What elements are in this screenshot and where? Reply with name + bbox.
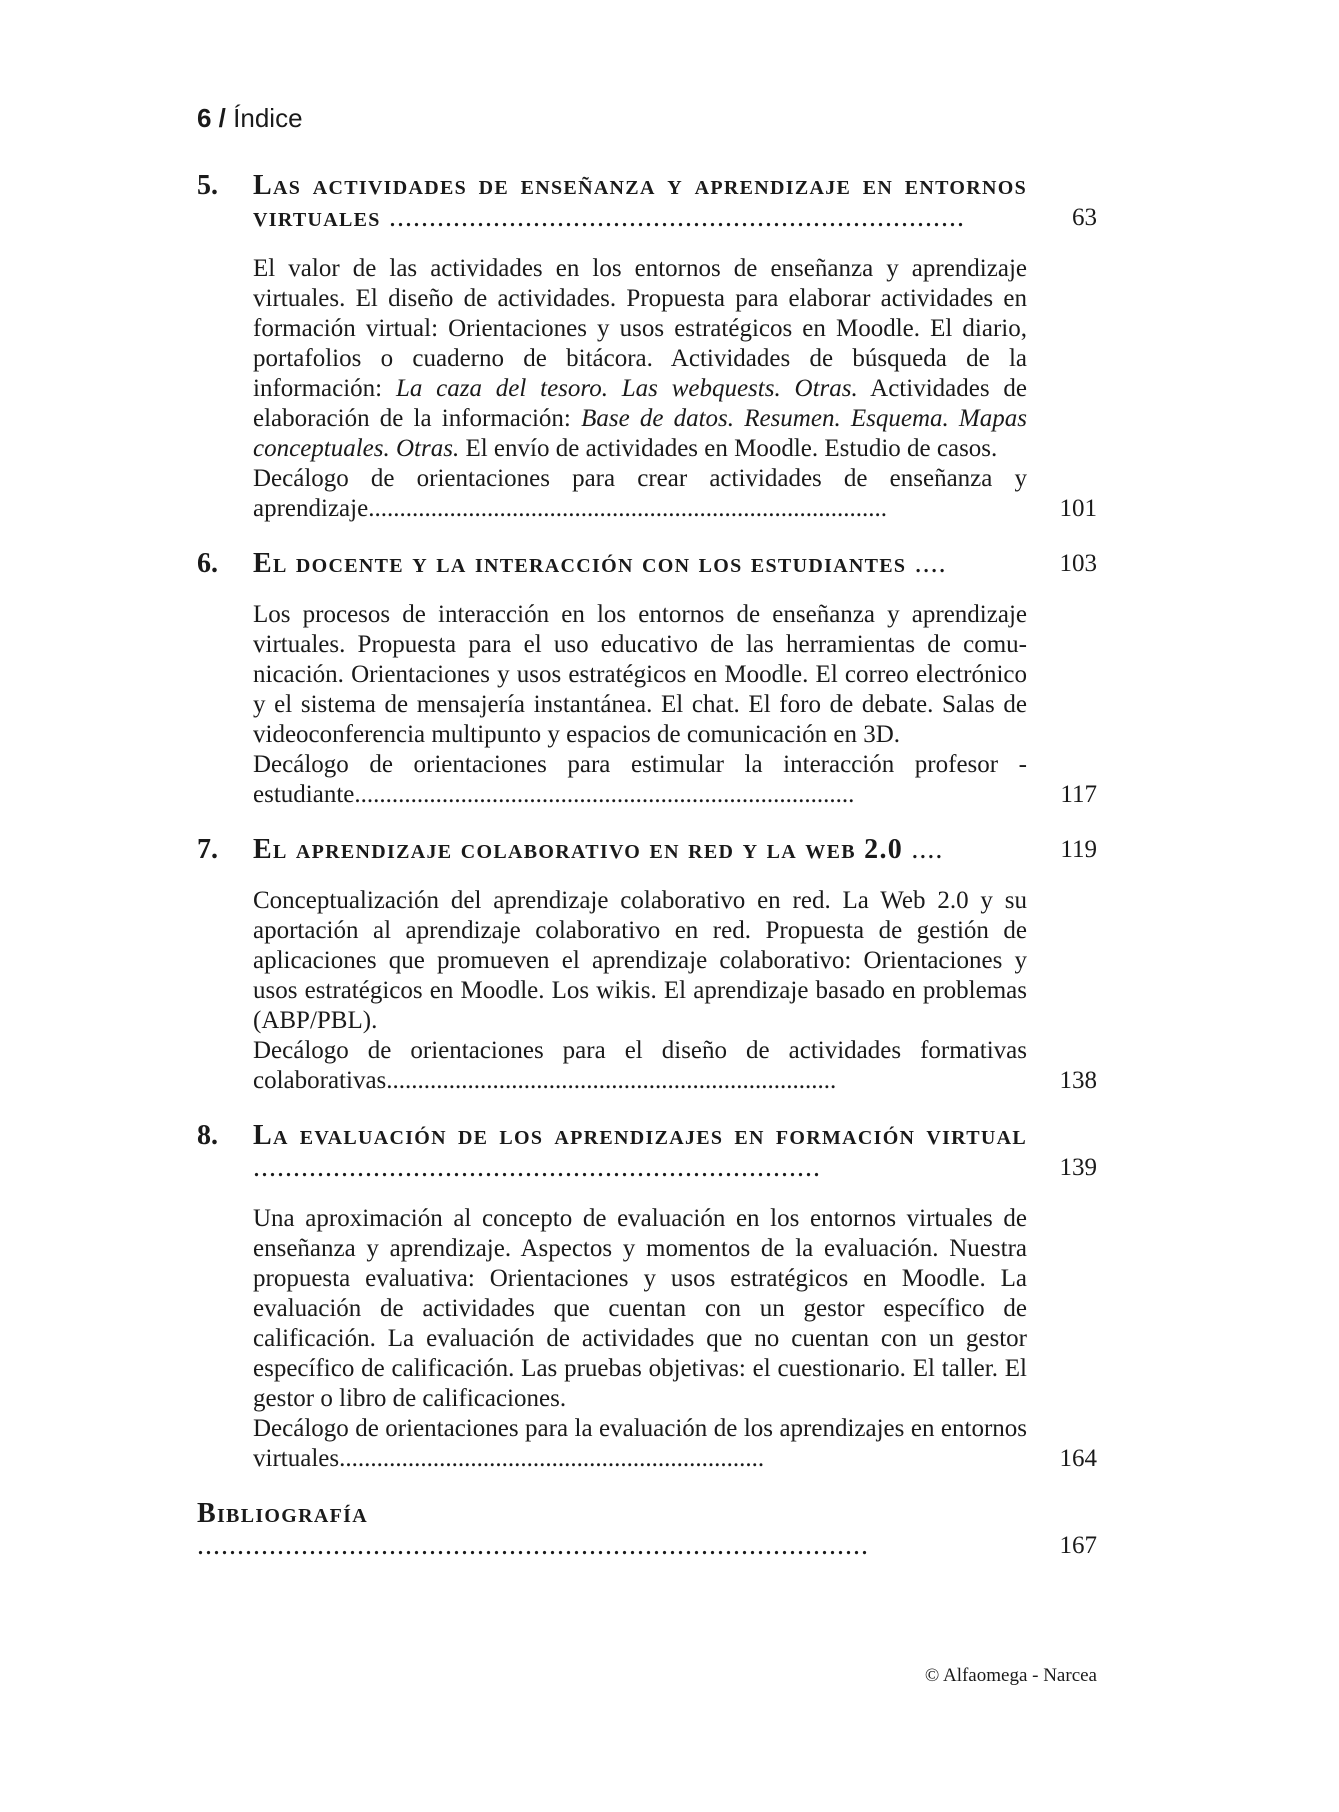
chapter-number: 8. [197, 1120, 218, 1151]
decalogue-entry[interactable]: Decálogo de orientaciones para la evaluación de los aprendizajes en entornos virtuales.................................................................... 164 [253, 1415, 1097, 1472]
decalogue-page: 117 [1060, 781, 1097, 808]
bibliography-page: 167 [1059, 1532, 1097, 1559]
chapter-summary: Una aproximación al concepto de evaluación en los entornos virtuales de enseñanza y aprendizaje. Aspectos y momentos de la evaluación. Nuestra propuesta evaluativa: Orientaciones y usos estratégicos en Moodle. La evaluación de actividades que cuentan con un gestor específico de calificación. La evaluación de actividades que no cuentan con un gestor específico de calificación. Las pruebas objetivas: el cuestionario. El taller. El gestor o libro de calificaciones. Decálogo de orientaciones para la evaluación de los aprendizajes en entornos virtuales.................................................................... 164 [253, 1205, 1097, 1472]
chapter-number: 5. [197, 170, 218, 201]
bibliography-title: Bibliografía [197, 1498, 368, 1529]
page-number: 6 / [197, 103, 226, 133]
decalogue-page: 164 [1059, 1445, 1097, 1472]
chapter-heading[interactable] [197, 170, 1097, 234]
chapter-summary: Los procesos de interacción en los entornos de enseñanza y aprendizaje virtuales. Propuesta para el uso educativo de las herramientas de comunicación. Orientaciones y usos estratégicos en Moodle. El correo electrónico y el sistema de mensajería instantánea. El chat. El foro de debate. Salas de videoconferencia multipunto y espacios de comunicación en 3D. Decálogo de orientaciones para estimular la interacción profesor - estudiante................................................................................ 117 [253, 601, 1097, 808]
decalogue-page: 101 [1059, 495, 1097, 522]
running-head [197, 103, 303, 134]
chapter-summary: El valor de las actividades en los entornos de enseñanza y aprendizaje virtuales. El diseño de actividades. Propuesta para elaborar actividades en formación virtual: Orientaciones y usos estratégicos en Moodle. El diario, portafolios o cuaderno de bitácora. Actividades de búsqueda de la información: La caza del tesoro. Las webquests. Otras. Actividades de elaboración de la información: Base de datos. Resumen. Esquema. Mapas conceptuales. Otras. El envío de actividades en Moodle. Estudio de casos. Decálogo de orientaciones para crear actividades de enseñanza y aprendizaje................................................................................... 101 [253, 255, 1097, 522]
chapter-number: 6. [197, 548, 218, 579]
chapter-title-text: La evaluación de los aprendizajes en formación virtual [253, 1120, 1027, 1151]
chapter-page: 119 [1060, 836, 1097, 863]
running-title: Índice [233, 103, 303, 133]
chapter-heading[interactable] [197, 834, 1097, 866]
chapter-title: La evaluación de los aprendizajes en formación virtual ....................................................................... 139 [253, 1120, 1097, 1183]
chapter-heading[interactable] [197, 1120, 1097, 1184]
decalogue-entry[interactable]: Decálogo de orientaciones para crear actividades de enseñanza y aprendizaje................................................................................... 101 [253, 465, 1097, 522]
chapter-title-text: El aprendizaje colaborativo en red y la web 2.0 [253, 834, 904, 865]
decalogue-text: Decálogo de orientaciones para crear actividades de enseñanza y aprendizaje. [253, 465, 1027, 522]
chapter-page: 139 [1059, 1154, 1097, 1181]
chapter-7 [197, 834, 1097, 1096]
decalogue-text: Decálogo de orientaciones para la evaluación de los aprendizajes en entornos virtuales. [253, 1415, 1027, 1472]
chapter-title: Las actividades de enseñanza y aprendizaje en entornos virtuales ........................................................................ 63 [253, 170, 1097, 233]
copyright-footer: © Alfaomega - Narcea [924, 1665, 1097, 1686]
chapter-page: 103 [1059, 550, 1097, 577]
bibliography-entry[interactable]: Bibliografía .................................................................................... 167 [197, 1498, 1097, 1561]
decalogue-entry[interactable]: Decálogo de orientaciones para el diseño de actividades formativas colaborativas........................................................................ 138 [253, 1037, 1097, 1094]
decalogue-text: Decálogo de orientaciones para estimular la interacción profesor - estudiante. [253, 751, 1027, 808]
chapter-summary: Conceptualización del aprendizaje colaborativo en red. La Web 2.0 y su aportación al aprendizaje colaborativo en red. Propuesta de gestión de aplicaciones que promueven el aprendizaje colaborativo: Orientaciones y usos estratégicos en Moodle. Los wikis. El aprendizaje basado en problemas (ABP/PBL). Decálogo de orientaciones para el diseño de actividades formativas colaborativas........................................................................ 138 [253, 887, 1097, 1094]
chapter-5 [197, 170, 1097, 524]
chapter-number: 7. [197, 834, 218, 865]
table-of-contents [197, 170, 1097, 1562]
chapter-heading[interactable] [197, 548, 1097, 580]
chapter-page: 63 [1072, 204, 1097, 231]
chapter-title: El aprendizaje colaborativo en red y la web 2.0 .... 119 [253, 834, 1097, 865]
chapter-title-text: Las actividades de enseñanza y aprendizaje en entornos virtuales [253, 170, 1027, 233]
chapter-8 [197, 1120, 1097, 1474]
decalogue-entry[interactable]: Decálogo de orientaciones para estimular la interacción profesor - estudiante................................................................................ 117 [253, 751, 1097, 808]
chapter-title: El docente y la interacción con los estudiantes .... 103 [253, 548, 1097, 579]
decalogue-page: 138 [1059, 1067, 1097, 1094]
chapter-title-text: El docente y la interacción con los estudiantes [253, 548, 907, 579]
decalogue-text: Decálogo de orientaciones para el diseño de actividades formativas colaborativas. [253, 1037, 1027, 1094]
chapter-6 [197, 548, 1097, 810]
